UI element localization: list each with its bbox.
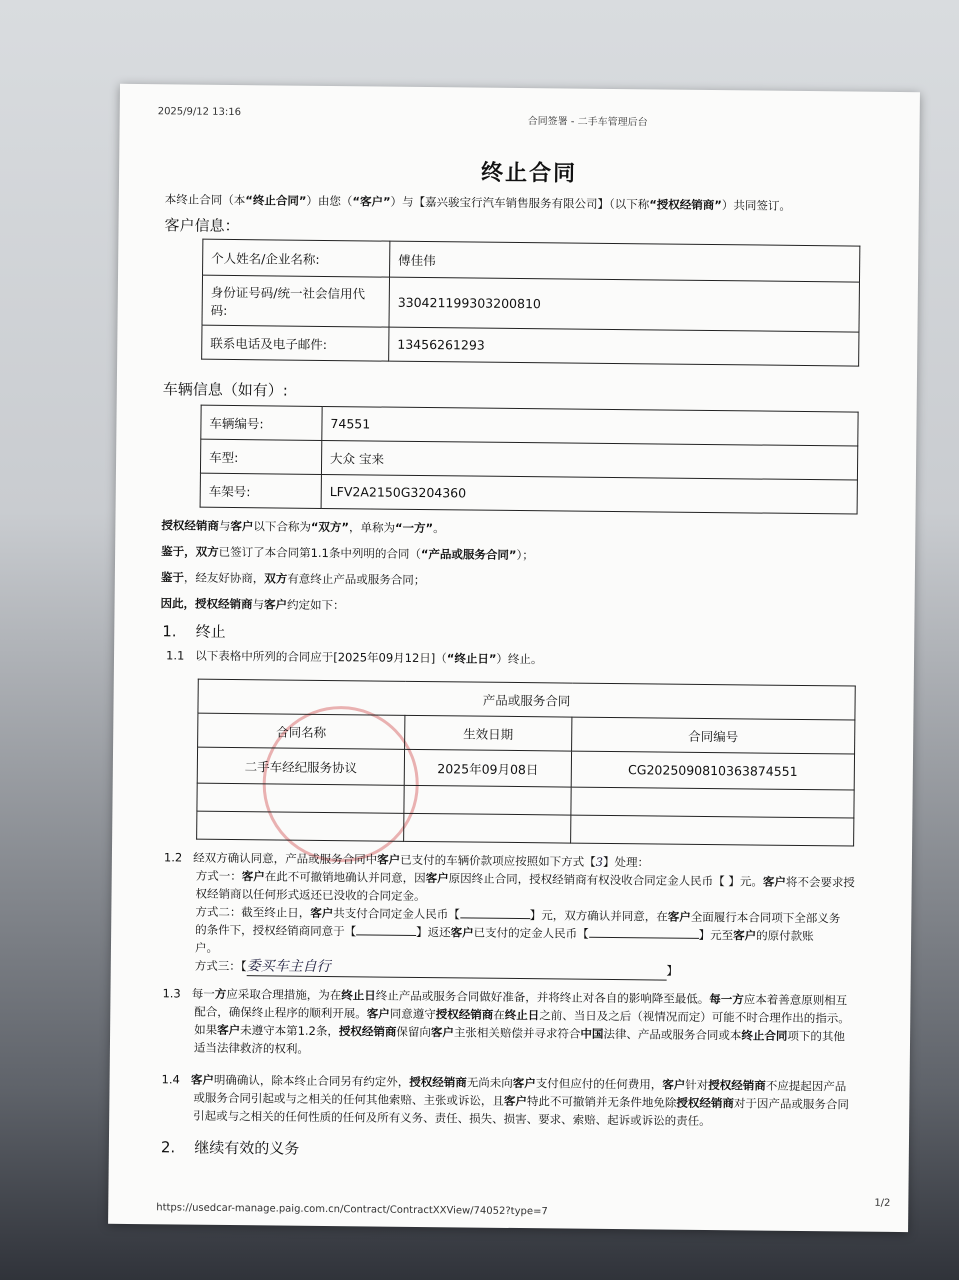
recital-parties: 授权经销商与客户以下合称为“双方”，单称为“一方”。 <box>161 518 445 536</box>
vehicle-label: 车架号: <box>200 473 321 508</box>
customer-label: 联系电话及电子邮件: <box>202 325 389 361</box>
column-header: 生效日期 <box>405 715 572 751</box>
section-2-heading: 2. 继续有效的义务 <box>160 1138 300 1158</box>
customer-label: 个人姓名/企业名称: <box>203 239 390 277</box>
clause-1-1: 1.1 以下表格中所列的合同应于[2025年09月12日]（“终止日”）终止。 <box>165 648 543 667</box>
clause-1-3-line2: 配合，确保终止程序的顺利开展。客户同意遵守授权经销商在终止日之前、当日及之后（视情况而定）可能不时合理作出的指示。 <box>194 1004 850 1026</box>
print-site-title: 合同签署 - 二手车管理后台 <box>527 116 648 129</box>
table-cell: 2025年09月08日 <box>404 749 571 787</box>
vehicle-value: LFV2A2150G3204360 <box>321 474 857 514</box>
clause-1-2-option2-cont: 的条件下，授权经销商同意于【 】返还客户已支付的定金人民币【 】元至客户的原付款账 <box>195 922 814 944</box>
contract-list-table <box>196 679 856 847</box>
table-cell: 二手车经纪服务协议 <box>197 747 404 785</box>
recital-whereas-2: 鉴于，经友好协商，双方有意终止产品或服务合同； <box>160 570 426 588</box>
section-1-heading: 1. 终止 <box>162 622 226 641</box>
vehicle-label: 车型: <box>200 439 321 474</box>
clause-1-2-option2-end: 户。 <box>194 940 219 955</box>
clause-1-3-line4: 适当法律救济的权利。 <box>193 1040 309 1056</box>
clause-1-3-line1: 1.3 每一方应采取合理措施，为在终止日终止产品或服务合同做好准备，并将终止对各自的影响降至最低。每一方应本着善意原则相互 <box>162 986 848 1008</box>
recital-therefore: 因此，授权经销商与客户约定如下： <box>160 596 345 613</box>
clause-1-3-line3: 如果客户未遵守本第1.2条，授权经销商保留向客户主张相关赔偿并寻求符合中国法律、产品或服务合同或本终止合同项下的其他 <box>194 1022 845 1044</box>
table-row <box>202 325 859 366</box>
clause-1-2-option1: 方式一：客户在此不可撤销地确认并同意，因客户原因终止合同，授权经销商有权没收合同定金人民币【 】元。客户将不会要求授 <box>195 868 855 890</box>
customer-info-table <box>201 239 860 367</box>
vehicle-label: 车辆编号: <box>201 405 322 440</box>
customer-value: 330421199303200810 <box>389 277 859 332</box>
customer-info-heading: 客户信息： <box>164 216 240 236</box>
customer-value: 13456261293 <box>389 327 859 366</box>
document-title: 终止合同 <box>480 160 578 187</box>
table-row <box>202 275 859 332</box>
page-number: 1/2 <box>874 1197 891 1209</box>
handwritten-option3: 委买车主自行 <box>246 957 666 980</box>
clause-1-4-line3: 引起或与之相关的任何性质的任何及所有义务、责任、损失、损害、要求、索赔、起诉或诉讼的责任。 <box>193 1108 711 1129</box>
clause-1-2-option1-cont: 权经销商以任何形式返还已没收的合同定金。 <box>195 886 426 904</box>
vehicle-info-heading: 车辆信息（如有）: <box>162 380 288 400</box>
column-header: 合同名称 <box>198 713 405 749</box>
customer-label: 身份证号码/统一社会信用代码: <box>202 275 390 327</box>
recital-whereas-1: 鉴于，双方已签订了本合同第1.1条中列明的合同（“产品或服务合同”）； <box>161 544 534 563</box>
vehicle-value: 74551 <box>322 406 858 446</box>
table-row <box>200 473 857 514</box>
clause-1-2-option2: 方式二：截至终止日，客户共支付合同定金人民币【 】元，双方确认并同意，在客户全面履行本合同项下全部义务 <box>195 904 841 926</box>
customer-value: 傅佳伟 <box>390 241 860 282</box>
print-datetime: 2025/9/12 13:16 <box>157 106 242 119</box>
clause-1-2-option3: 方式三：【委买车主自行 】 <box>195 957 678 981</box>
clause-1-4-line1: 1.4 客户明确确认，除本终止合同另有约定外，授权经销商无尚未向客户支付但应付的任何费用，客户针对授权经销商不应提起因产品 <box>161 1072 847 1094</box>
handwritten-choice: 3 <box>595 854 604 869</box>
vehicle-value: 大众 宝来 <box>321 440 857 480</box>
clause-1-4-line2: 或服务合同引起或与之相关的任何其他索赔、主张或诉讼，且客户特此不可撤销并无条件地免除授权经销商对于因产品或服务合同 <box>193 1090 849 1112</box>
contract-table-caption: 产品或服务合同 <box>198 679 855 720</box>
table-cell: CG2025090810363874551 <box>571 751 854 790</box>
vehicle-info-table <box>200 405 859 515</box>
column-header: 合同编号 <box>572 717 855 754</box>
clause-1-2-intro: 1.2 经双方确认同意，产品或服务合同中客户已支付的车辆价款项应按照如下方式【3】处理： <box>163 850 650 870</box>
contract-paper <box>108 84 920 1232</box>
footer-url: https://usedcar-manage.paig.com.cn/Contract/ContractXXView/74052?type=7 <box>156 1202 548 1218</box>
intro-paragraph: 本终止合同（本“终止合同”）由您（“客户”）与【嘉兴骏宝行汽车销售服务有限公司】（以下称“授权经销商”）共同签订。 <box>164 192 791 213</box>
